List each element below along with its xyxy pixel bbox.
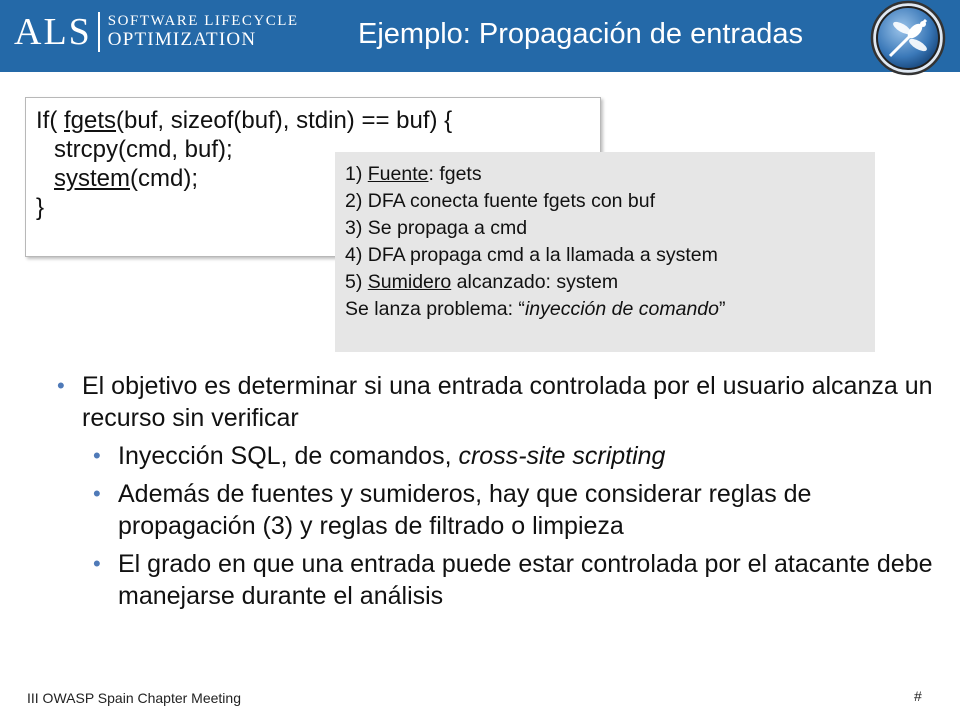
logo-text <box>108 14 299 50</box>
bullet-dot-icon: • <box>93 481 101 506</box>
bullet-text: El grado en que una entrada puede estar controlada por el atacante debe manejarse durante el análisis <box>118 550 933 610</box>
bullet-text: Inyección SQL, de comandos, <box>118 442 459 470</box>
step-result <box>345 296 865 323</box>
step-text: alcanzado: system <box>451 271 619 293</box>
step-3: 3) Se propaga a cmd <box>345 217 528 239</box>
bullet-main <box>57 370 937 434</box>
step-term: inyección de comando <box>524 298 719 320</box>
bullet-emphasis: cross-site scripting <box>458 442 666 470</box>
bullet-sub-1 <box>93 440 937 472</box>
code-line-1 <box>36 106 590 135</box>
steps-callout <box>335 152 875 352</box>
code-token: (buf, sizeof(buf), stdin) == buf) { <box>116 107 453 134</box>
step-text: 5) <box>345 271 368 293</box>
code-token: (cmd); <box>130 165 199 192</box>
slide-title: Ejemplo: Propagación de entradas <box>358 18 803 50</box>
bullet-dot-icon: • <box>57 373 65 398</box>
step-text: Se lanza problema: “ <box>345 298 525 320</box>
step-2: 2) DFA conecta fuente fgets con buf <box>345 190 656 212</box>
step-4: 4) DFA propaga cmd a la llamada a system <box>345 244 718 266</box>
als-logo <box>14 12 299 52</box>
title-bar <box>0 0 960 72</box>
bullet-list <box>57 370 937 618</box>
code-token: If( <box>36 107 64 134</box>
logo-line-1: SOFTWARE LIFECYCLE <box>107 13 299 30</box>
logo-line-2: OPTIMIZATION <box>107 28 257 50</box>
step-text: 1) <box>345 163 368 185</box>
code-source-fgets: fgets <box>64 107 117 134</box>
bullet-sub-3 <box>93 548 937 612</box>
bullet-text: El objetivo es determinar si una entrada controlada por el usuario alcanza un recurso sin verificar <box>82 372 933 432</box>
page-number: # <box>914 688 922 704</box>
logo-mark: ALS <box>14 11 92 53</box>
bullet-text: Además de fuentes y sumideros, hay que considerar reglas de propagación (3) y reglas de filtrado o limpieza <box>118 480 812 540</box>
step-1 <box>345 161 865 188</box>
code-line-2: strcpy(cmd, buf); <box>54 136 233 163</box>
step-term: Sumidero <box>367 271 452 293</box>
footer-event-name: III OWASP Spain Chapter Meeting <box>27 690 241 706</box>
bullet-dot-icon: • <box>93 443 101 468</box>
step-5 <box>345 269 865 296</box>
bullet-dot-icon: • <box>93 551 101 576</box>
step-text: ” <box>718 298 726 320</box>
step-text: : fgets <box>428 163 482 185</box>
logo-divider <box>98 12 100 52</box>
owasp-wasp-logo-icon <box>868 0 948 80</box>
code-sink-system: system <box>54 165 131 192</box>
code-line-4: } <box>36 194 45 221</box>
bullet-sub-2 <box>93 478 937 542</box>
step-term: Fuente <box>367 163 429 185</box>
